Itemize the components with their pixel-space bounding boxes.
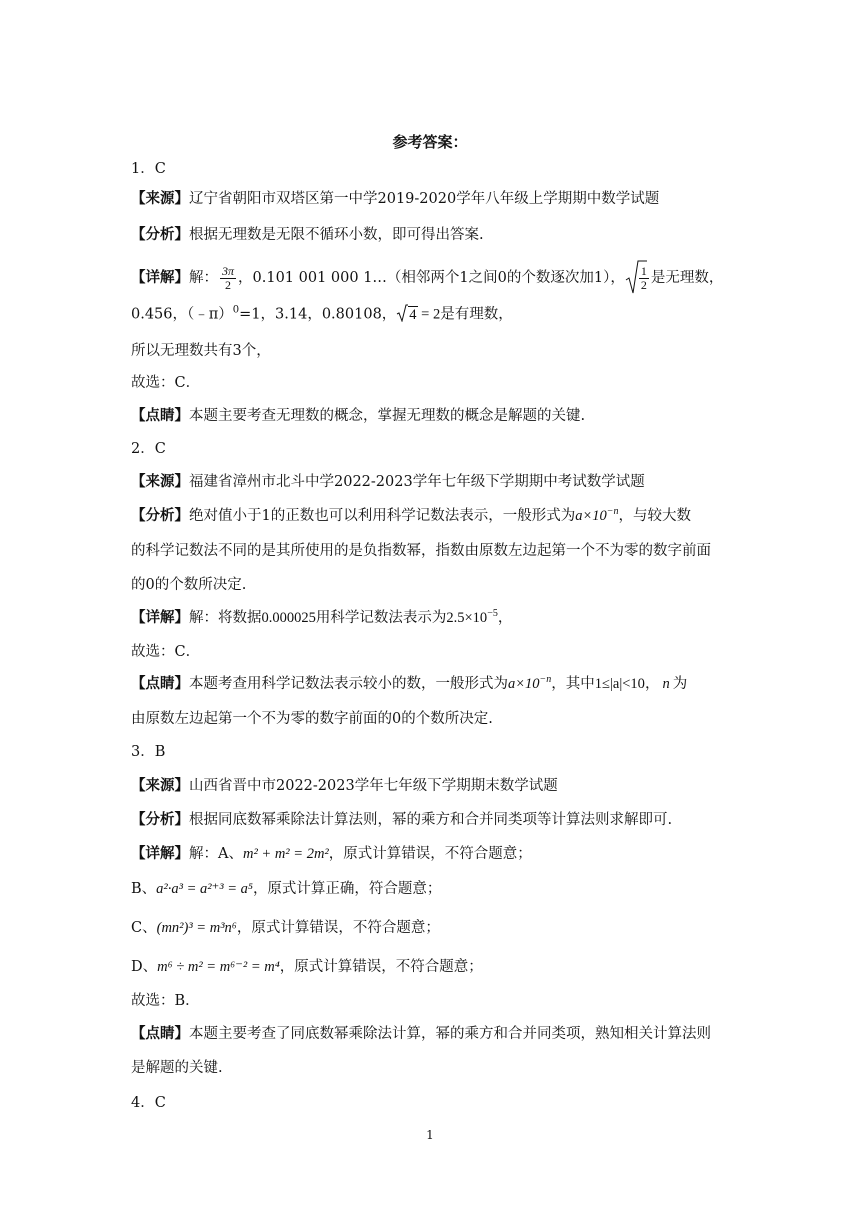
sqrt-4: [396, 304, 417, 325]
q1-detail-text-3: 是无理数，: [650, 270, 724, 286]
q2-analysis-text: 绝对值小于1的正数也可以利用科学记数法表示，一般形式为: [189, 508, 576, 524]
q1-detail-line3: 所以无理数共有3个，: [131, 343, 271, 359]
q2-comment-variable: n: [662, 676, 670, 692]
q2-comment-formula: a×10: [508, 676, 540, 692]
q2-detail-number: 0.000025: [261, 610, 316, 626]
q2-comment-line2: 由原数左边起第一个不为零的数字前面的0的个数所决定.: [131, 711, 493, 727]
q2-detail-formula: 2.5×10: [446, 610, 488, 626]
q1-line2-text-3: 是有理数，: [440, 306, 513, 323]
detail-label: 【详解】: [131, 845, 189, 862]
q3-detail-text-2: ，原式计算错误，不符合题意；: [328, 846, 532, 862]
page-number: 1: [426, 1128, 434, 1142]
q3-source-text: 山西省晋中市2022-2023学年七年级下学期期末数学试题: [189, 778, 558, 794]
q1-answer: 1．C: [131, 161, 166, 177]
analysis-label: 【分析】: [131, 226, 189, 243]
q2-source: [131, 472, 645, 492]
q3-analysis: [131, 810, 672, 830]
q2-analysis-exponent: −n: [606, 506, 619, 517]
q3-option-d-label: D、: [131, 959, 158, 975]
page-title: 参考答案：: [392, 133, 468, 151]
q3-comment: [131, 1024, 711, 1044]
q3-detail: [131, 844, 532, 864]
sqrt-numerator: 1: [640, 263, 647, 278]
q3-option-d-text: ，原式计算错误，不符合题意；: [279, 959, 483, 975]
q3-option-b-formula: a²·a³ = a²⁺³ = a⁵: [156, 881, 253, 897]
q3-option-c: [131, 918, 440, 938]
q4-answer: 4．C: [131, 1095, 166, 1111]
q3-comment-text: 本题主要考查了同底数幂乘除法计算，幂的乘方和合并同类项，熟知相关计算法则: [189, 1026, 711, 1042]
source-label: 【来源】: [131, 777, 189, 794]
q3-option-b-text: ，原式计算正确，符合题意；: [252, 881, 442, 897]
q1-source: [131, 189, 659, 209]
detail-label: 【详解】: [131, 269, 189, 286]
sqrt-half: [625, 260, 651, 296]
q1-line2-equals: = 2: [417, 306, 441, 323]
q3-option-b: [131, 879, 441, 899]
q2-comment-condition: 1≤|a|<10: [594, 676, 645, 692]
analysis-label: 【分析】: [131, 507, 189, 524]
q3-answer: 3．B: [131, 744, 166, 760]
q3-option-b-label: B、: [131, 881, 157, 897]
q1-detail-line2: [131, 304, 513, 325]
q1-choose: 故选：C．: [131, 375, 201, 391]
q1-comment-text: 本题主要考查无理数的概念，掌握无理数的概念是解题的关键.: [189, 408, 586, 424]
q2-source-text: 福建省漳州市北斗中学2022-2023学年七年级下学期期中考试数学试题: [189, 474, 645, 490]
comment-label: 【点睛】: [131, 407, 189, 424]
q2-comment-text-4: 为: [672, 676, 688, 692]
q3-option-c-formula: (mn²)³ = m³n⁶: [156, 920, 237, 936]
q3-comment-line2: 是解题的关键.: [131, 1060, 223, 1076]
q1-line2-text: 0.456，（﹣π）: [131, 306, 233, 323]
detail-label: 【详解】: [131, 609, 189, 626]
q1-source-text: 辽宁省朝阳市双塔区第一中学2019-2020学年八年级上学期期中数学试题: [189, 191, 660, 207]
q3-source: [131, 776, 558, 796]
q2-comment: [131, 674, 687, 694]
q3-detail-formula: m² + m² = 2m²: [242, 846, 329, 862]
q2-analysis: [131, 506, 691, 526]
q1-detail-text: 解：: [189, 270, 218, 286]
q1-fraction-numerator: 3π: [222, 263, 235, 278]
q2-detail: [131, 608, 512, 628]
q2-analysis-text-2: ，与较大数: [618, 508, 692, 524]
q3-detail-text: 解：A、: [189, 846, 243, 862]
comment-label: 【点睛】: [131, 675, 189, 692]
q2-analysis-line3: 的0的个数所决定.: [131, 577, 247, 593]
q2-detail-text-3: ，: [497, 610, 513, 626]
comment-label: 【点睛】: [131, 1025, 189, 1042]
q3-analysis-text: 根据同底数幂乘除法计算法则，幂的乘方和合并同类项等计算法则求解即可.: [189, 812, 673, 828]
q3-option-c-label: C、: [131, 920, 157, 936]
q2-detail-exponent: −5: [487, 608, 498, 619]
q3-option-c-text: ，原式计算错误，不符合题意；: [236, 920, 440, 936]
source-label: 【来源】: [131, 190, 189, 207]
q1-line2-exponent: 0: [232, 304, 240, 316]
q1-fraction-denominator: 2: [225, 277, 231, 292]
analysis-label: 【分析】: [131, 811, 189, 828]
q1-detail: [131, 260, 723, 296]
q1-analysis-text: 根据无理数是无限不循环小数，即可得出答案.: [189, 227, 484, 243]
q1-fraction: [220, 265, 236, 292]
q3-option-d: [131, 957, 483, 977]
q2-detail-text-2: 用科学记数法表示为: [315, 610, 447, 626]
q3-choose: 故选：B．: [131, 993, 200, 1009]
q2-answer: 2．C: [131, 441, 166, 457]
q3-option-d-formula: m⁶ ÷ m² = m⁶⁻² = m⁴: [157, 959, 280, 975]
q2-choose: 故选：C．: [131, 644, 201, 660]
q2-comment-text: 本题考查用科学记数法表示较小的数，一般形式为: [189, 676, 508, 692]
sqrt-4-radicand: 4: [409, 307, 417, 323]
q2-detail-text: 解：将数据: [189, 610, 262, 626]
q2-comment-text-3: ，: [644, 676, 660, 692]
q1-comment: [131, 406, 585, 426]
q2-analysis-line2: 的科学记数法不同的是其所使用的是负指数幂，指数由原数左边起第一个不为零的数字前面: [131, 543, 711, 559]
sqrt-denominator: 2: [640, 277, 647, 292]
q2-analysis-formula: a×10: [575, 508, 607, 524]
q1-line2-text-2: =1，3.14，0.80108，: [239, 306, 397, 323]
q1-detail-text-2: ，0.101 001 000 1…（相邻两个1之间0的个数逐次加1），: [238, 270, 625, 286]
source-label: 【来源】: [131, 473, 189, 490]
q2-comment-text-2: ，其中: [551, 676, 595, 692]
q2-comment-exponent: −n: [539, 674, 552, 685]
q1-analysis: [131, 225, 484, 245]
